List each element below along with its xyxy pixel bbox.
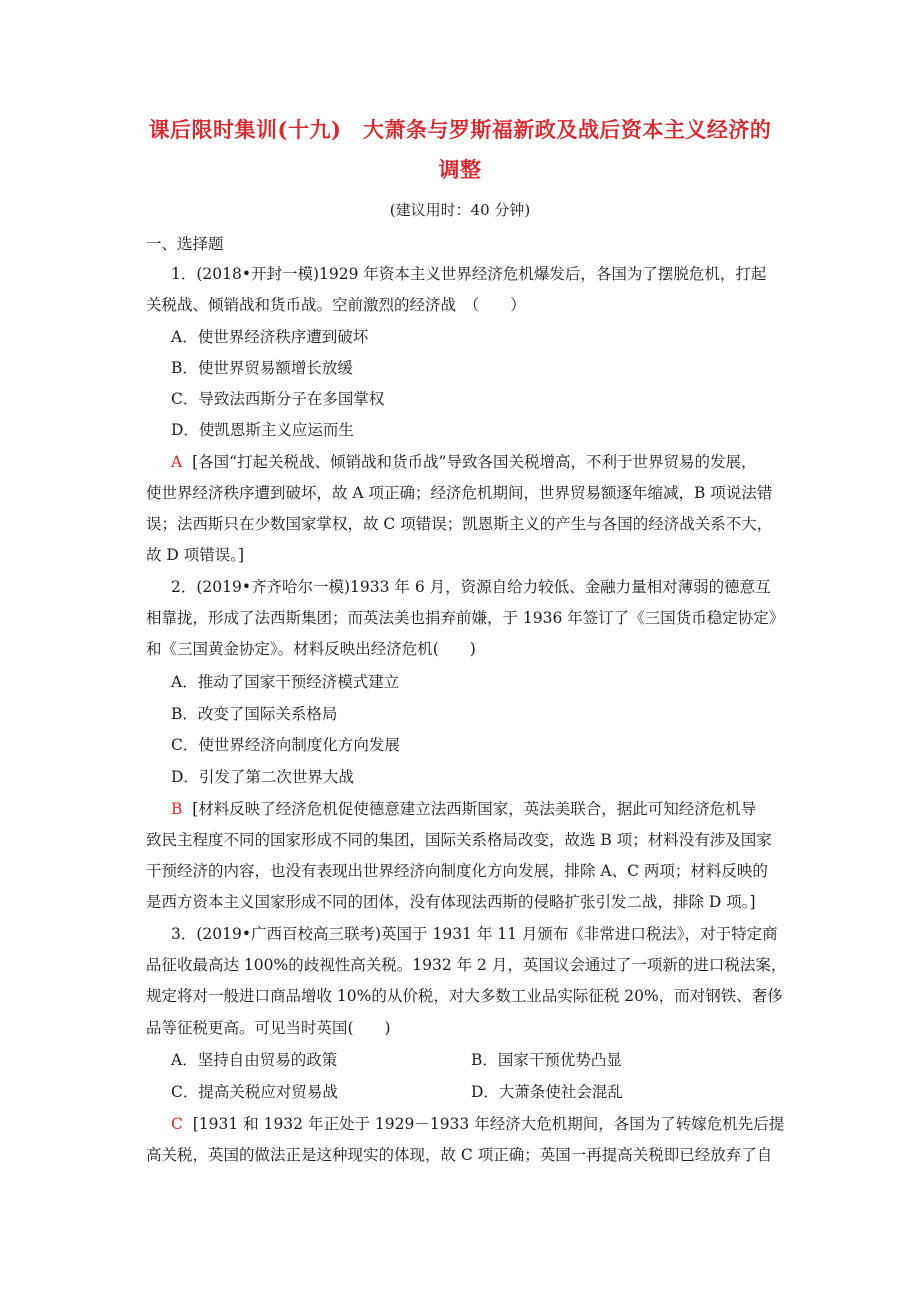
q1-explanation-text1: [各国“打起关税战、倾销战和货币战”导致各国关税增高，不利于世界贸易的发展， bbox=[192, 453, 757, 471]
q2-explanation-text1: [材料反映了经济危机促使德意建立法西斯国家，英法美联合，据此可知经济危机导 bbox=[192, 800, 757, 818]
q1-option-c: C．导致法西斯分子在多国掌权 bbox=[171, 390, 385, 408]
q3-explanation-line2: 高关税，英国的做法正是这种现实的体现，故 C 项正确；英国一再提高关税即已经放弃了自 bbox=[146, 1146, 773, 1164]
q1-explanation-line4: 故 D 项错误。] bbox=[146, 546, 245, 564]
q3-stem-line4: 品等征税更高。可见当时英国( ) bbox=[146, 1019, 391, 1037]
q2-explanation-line1 bbox=[171, 797, 756, 819]
q2-explanation-line3: 干预经济的内容，也没有表现出世界经济向制度化方向发展，排除 A、C 两项；材料反映的 bbox=[146, 862, 768, 880]
q1-stem-line1: 1．(2018•开封一模)1929 年资本主义世界经济危机爆发后，各国为了摆脱危机，打起 bbox=[171, 265, 767, 283]
q3-option-c: C．提高关税应对贸易战 bbox=[171, 1083, 338, 1101]
q3-explanation-line1 bbox=[171, 1112, 784, 1134]
q3-answer: C bbox=[171, 1115, 183, 1133]
q1-option-b: B．使世界贸易额增长放缓 bbox=[171, 359, 353, 377]
q3-option-b: B．国家干预优势凸显 bbox=[471, 1051, 622, 1069]
q2-stem-line2: 相靠拢，形成了法西斯集团；而英法美也捐弃前嫌，于 1936 年签订了《三国货币稳定协定》 bbox=[146, 609, 785, 627]
q3-option-a: A．坚持自由贸易的政策 bbox=[171, 1051, 338, 1069]
q2-stem-line1: 2．(2019•齐齐哈尔一模)1933 年 6 月，资源自给力较低、金融力量相对薄弱的德意互 bbox=[171, 578, 771, 596]
q1-option-a: A．使世界经济秩序遭到破坏 bbox=[171, 328, 369, 346]
q2-option-c: C．使世界经济向制度化方向发展 bbox=[171, 736, 400, 754]
q3-explanation-text1: [1931 和 1932 年正处于 1929－1933 年经济大危机期间，各国为了转嫁危机先后提 bbox=[192, 1115, 785, 1133]
q2-option-b: B．改变了国际关系格局 bbox=[171, 705, 338, 723]
q1-answer: A bbox=[171, 453, 183, 471]
q1-explanation-line3: 误；法西斯只在少数国家掌权，故 C 项错误；凯恩斯主义的产生与各国的经济战关系不大， bbox=[146, 515, 773, 533]
q1-option-d: D．使凯恩斯主义应运而生 bbox=[171, 421, 354, 439]
q3-stem-line3: 规定将对一般进口商品增收 10%的从价税，对大多数工业品实际征税 20%，而对钢铁、奢侈 bbox=[146, 987, 783, 1005]
q2-explanation-line4: 是西方资本主义国家形成不同的团体，没有体现法西斯的侵略扩张引发二战，排除 D 项。] bbox=[146, 893, 756, 911]
q1-explanation-line2: 使世界经济秩序遭到破坏，故 A 项正确；经济危机期间，世界贸易额逐年缩减，B 项说法错 bbox=[146, 484, 773, 502]
document-title-line2: 调整 bbox=[438, 157, 482, 182]
q2-option-a: A．推动了国家干预经济模式建立 bbox=[171, 673, 400, 691]
q2-explanation-line2: 致民主程度不同的国家形成不同的集团，国际关系格局改变，故选 B 项；材料没有涉及国家 bbox=[146, 831, 772, 849]
q2-option-d: D．引发了第二次世界大战 bbox=[171, 768, 354, 786]
q3-stem-line2: 品征收最高达 100%的歧视性高关税。1932 年 2 月，英国议会通过了一项新的进口税法案， bbox=[146, 956, 787, 974]
q3-option-d: D．大萧条使社会混乱 bbox=[471, 1083, 623, 1101]
q3-stem-line1: 3．(2019•广西百校高三联考)英国于 1931 年 11 月颁布《非常进口税法》，对于特定商 bbox=[171, 925, 778, 943]
document-title-line1: 课后限时集训(十九) 大萧条与罗斯福新政及战后资本主义经济的 bbox=[148, 117, 772, 142]
section-heading: 一、选择题 bbox=[146, 235, 224, 253]
q2-answer: B bbox=[171, 800, 183, 818]
q1-stem-line2: 关税战、倾销战和货币战。空前激烈的经济战 （ ） bbox=[146, 296, 526, 314]
suggested-time: (建议用时：40 分钟) bbox=[389, 201, 531, 219]
q1-explanation-line1 bbox=[171, 450, 756, 472]
q2-stem-line3: 和《三国黄金协定》。材料反映出经济危机( ) bbox=[146, 640, 476, 658]
